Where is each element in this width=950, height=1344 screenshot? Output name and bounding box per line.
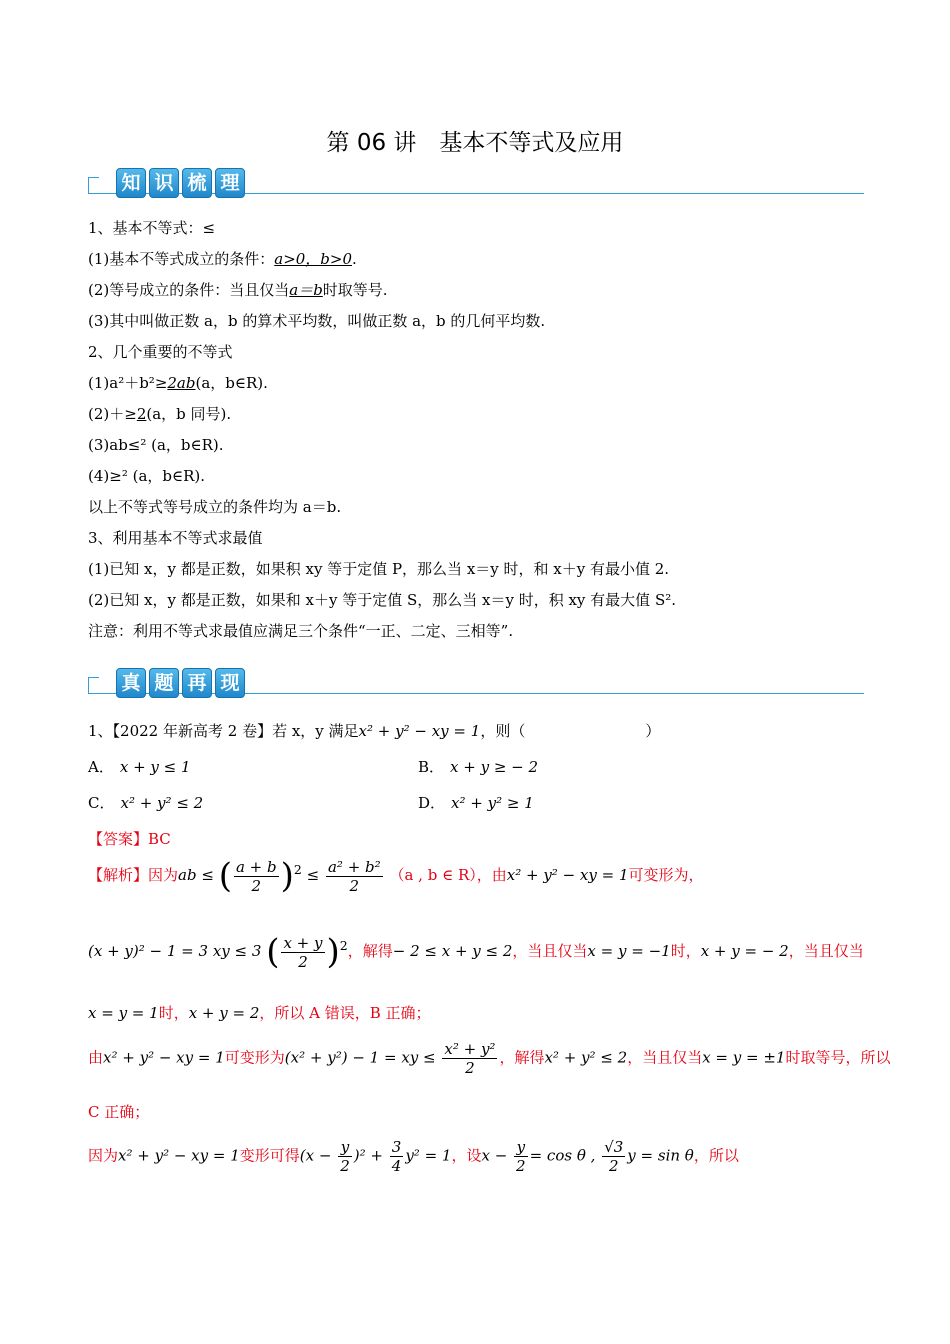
- underlined-answer: a>0，b>0: [274, 250, 353, 268]
- numerator: x² + y²: [444, 1040, 496, 1058]
- explanation-line-2: (x + y)² − 1 = 3 xy ≤ 3 ( $\frac{x + y}{2}$ )$^2$，解得− 2 ≤ x + y ≤ 2，当且仅当x = y = −1时，x + y = − 2，当且仅当: [88, 932, 864, 972]
- text: (1)a²＋b²≥: [88, 374, 168, 392]
- text: ，所以: [693, 1146, 739, 1165]
- option-d: [418, 792, 534, 813]
- text: (a，b 同号).: [146, 405, 232, 423]
- equation: x² + y² − xy = 1: [118, 1146, 240, 1165]
- knowledge-condition-2: [88, 279, 388, 300]
- paren: ): [280, 856, 294, 896]
- text: 变形可得: [239, 1146, 300, 1165]
- denominator: 2: [465, 1059, 475, 1077]
- option-text: x + y ≤ 1: [119, 758, 191, 776]
- text: 因为: [88, 1146, 119, 1165]
- knowledge-heading-2: 2、几个重要的不等式: [88, 343, 233, 361]
- paren: ): [326, 932, 340, 972]
- knowledge-heading-1: 1、基本不等式：≤: [88, 219, 216, 237]
- text: ，所以 A 错误，B 正确；: [259, 1004, 431, 1022]
- equation: (x −: [299, 1146, 332, 1165]
- numerator: y: [514, 1138, 528, 1157]
- equation: x² + y² − xy = 1: [506, 866, 629, 884]
- inequality-3: (3)ab≤² (a，b∈R).: [88, 436, 224, 454]
- fraction: [338, 1138, 352, 1175]
- badge-char: 再: [182, 668, 212, 698]
- text: ，解得: [347, 942, 393, 960]
- text: 时，: [670, 942, 701, 960]
- knowledge-condition-3: (3)其中叫做正数 a，b 的算术平均数，叫做正数 a，b 的几何平均数.: [88, 312, 546, 330]
- option-a: [88, 756, 191, 777]
- underlined-answer: a＝b: [289, 281, 323, 299]
- section-hook: [88, 677, 99, 694]
- option-b: [418, 756, 538, 777]
- fraction: [514, 1138, 528, 1175]
- option-text: x + y ≥ − 2: [450, 758, 539, 776]
- equation: x + y = − 2: [700, 942, 789, 960]
- fraction: [602, 1138, 625, 1175]
- text: 可变形为，: [628, 866, 704, 884]
- text: 时，: [158, 1004, 189, 1022]
- text: 1、【2022 年新高考 2 卷】若 x，y 满足: [88, 722, 359, 740]
- equation: x² + y² − xy = 1: [358, 722, 481, 740]
- denominator: 2: [340, 1157, 350, 1175]
- text: (1)基本不等式成立的条件：: [88, 250, 275, 268]
- equation: x² + y² − xy = 1: [103, 1048, 225, 1067]
- text: (2)＋≥: [88, 405, 137, 423]
- page-title: 第 06 讲 基本不等式及应用: [326, 130, 624, 156]
- option-label: B．: [418, 758, 445, 776]
- question-stem: [88, 720, 660, 741]
- denominator: 2: [349, 876, 360, 895]
- numerator: 3: [391, 1138, 402, 1156]
- equation: − 2 ≤ x + y ≤ 2: [392, 942, 513, 960]
- badge-char: 理: [215, 168, 245, 198]
- text: ，当且仅当: [627, 1048, 703, 1067]
- underlined-answer: 2: [136, 405, 147, 423]
- option-text: x² + y² ≥ 1: [451, 794, 534, 812]
- equation: ab ≤: [178, 866, 214, 884]
- equation: x + y = 2: [188, 1004, 260, 1022]
- fraction: [390, 1138, 404, 1175]
- explanation-line-3: [88, 1002, 431, 1023]
- equation: (x + y)² − 1 = 3 xy ≤ 3: [88, 942, 262, 960]
- option-label: A．: [88, 758, 114, 776]
- explanation-line-4: [88, 1040, 890, 1077]
- denominator: 4: [391, 1157, 402, 1175]
- option-label: D．: [418, 794, 446, 812]
- denominator: 2: [516, 1157, 526, 1175]
- equation: = cos θ ,: [529, 1146, 596, 1165]
- text: ，当且仅当: [512, 942, 588, 960]
- numerator: a² + b²: [327, 857, 381, 876]
- badge-char: 题: [149, 668, 179, 698]
- fraction: [234, 858, 279, 895]
- text: ，则（ ）: [480, 722, 661, 740]
- inequality-4: (4)≥² (a，b∈R).: [88, 467, 206, 485]
- badge-char: 现: [215, 668, 245, 698]
- text: (a，b∈R).: [195, 374, 268, 392]
- denominator: 2: [608, 1157, 619, 1175]
- paren: (: [266, 932, 280, 972]
- equation: x² + y² ≤ 2: [544, 1048, 628, 1067]
- explanation-line-1: 【解析】因为ab ≤ ( $\frac{a + b}{2}$ )$^2$ ≤ $\frac{\text{a² + b²}}{2}$ （a , b ∈ R），由x² + y² − xy = 1可变形为，: [88, 856, 704, 896]
- text: ，解得: [499, 1048, 545, 1067]
- numerator: a + b: [235, 857, 277, 876]
- section-badge: [116, 668, 245, 698]
- numerator: √3: [604, 1138, 624, 1156]
- text: 因为: [148, 866, 179, 884]
- equation: x = y = 1: [88, 1004, 159, 1022]
- explanation-tag: 【解析】: [88, 866, 149, 884]
- text: （a , b ∈ R），由: [389, 866, 507, 884]
- badge-char: 知: [116, 168, 146, 198]
- equation: x −: [481, 1146, 508, 1165]
- knowledge-heading-3: 3、利用基本不等式求最值: [88, 529, 263, 547]
- knowledge-note: 注意：利用不等式求最值应满足三个条件“一正、二定、三相等”.: [88, 622, 514, 640]
- inequality-note: 以上不等式等号成立的条件均为 a＝b.: [88, 498, 342, 516]
- text: (2)等号成立的条件：当且仅当: [88, 281, 290, 299]
- underlined-answer: 2ab: [167, 374, 196, 392]
- option-c: [88, 792, 203, 813]
- extreme-value-1: (1)已知 x，y 都是正数，如果积 xy 等于定值 P，那么当 x＝y 时，和 x＋y 有最小值 2.: [88, 560, 670, 578]
- inequality-1: [88, 372, 268, 393]
- section-badge: [116, 168, 245, 198]
- text: 可变形为: [224, 1048, 285, 1067]
- paren: (: [218, 856, 232, 896]
- equation: x = y = −1: [587, 942, 671, 960]
- fraction: [326, 858, 383, 895]
- explanation-line-5: C 正确；: [88, 1103, 150, 1121]
- option-text: x² + y² ≤ 2: [120, 794, 204, 812]
- section-header-knowledge: [88, 164, 864, 198]
- equation: y = sin θ: [627, 1146, 694, 1165]
- text: ，设: [451, 1146, 482, 1165]
- numerator: x + y: [283, 933, 323, 952]
- text: ，当且仅当: [788, 942, 864, 960]
- denominator: 2: [298, 952, 308, 971]
- badge-char: 梳: [182, 168, 212, 198]
- extreme-value-2: (2)已知 x，y 都是正数，如果和 x＋y 等于定值 S，那么当 x＝y 时，积 xy 有最大值 S².: [88, 591, 676, 609]
- fraction: [442, 1040, 497, 1077]
- option-label: C．: [88, 794, 115, 812]
- equation: y² = 1: [405, 1146, 452, 1165]
- section-header-exam: [88, 664, 864, 698]
- answer: 【答案】BC: [88, 830, 171, 848]
- text: 时取等号，所以: [785, 1048, 891, 1067]
- text: 由: [88, 1048, 104, 1067]
- fraction: [281, 934, 324, 971]
- text: 时取等号.: [322, 281, 388, 299]
- equation: )² +: [353, 1146, 383, 1165]
- badge-char: 真: [116, 668, 146, 698]
- equation: ≤: [306, 866, 320, 884]
- equation: (x² + y²) − 1 = xy ≤: [284, 1048, 436, 1067]
- denominator: 2: [251, 876, 262, 895]
- equation: x = y = ±1: [702, 1048, 786, 1067]
- inequality-2: [88, 403, 231, 424]
- knowledge-condition-1: [88, 248, 357, 269]
- section-hook: [88, 177, 99, 194]
- badge-char: 识: [149, 168, 179, 198]
- numerator: y: [338, 1138, 352, 1157]
- explanation-line-6: [88, 1138, 739, 1175]
- text: .: [352, 250, 357, 268]
